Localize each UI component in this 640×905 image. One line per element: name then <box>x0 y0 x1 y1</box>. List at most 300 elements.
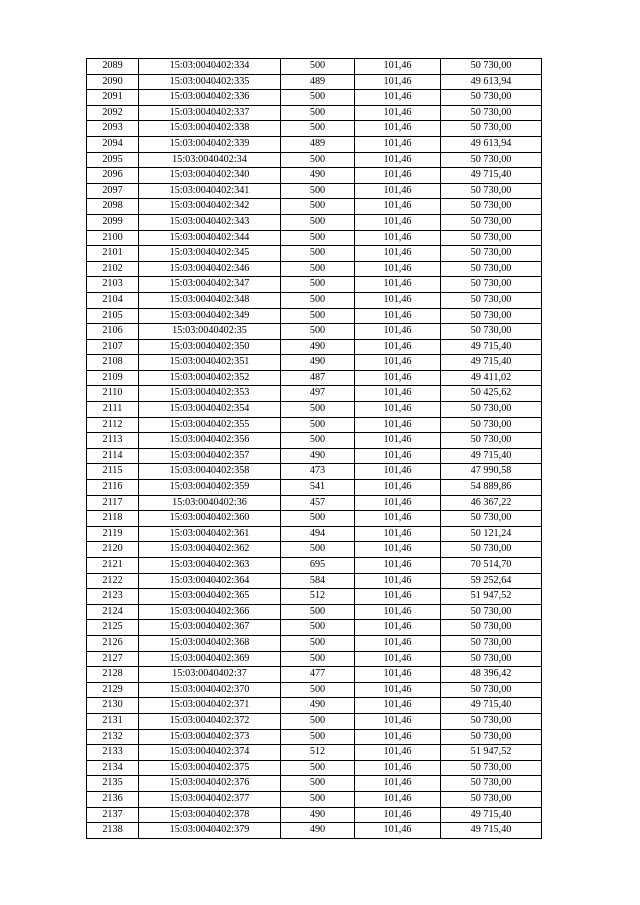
value-cell: 49 715,40 <box>441 339 542 355</box>
row-number-cell: 2092 <box>87 105 139 121</box>
value-cell: 50 730,00 <box>441 760 542 776</box>
rate-cell: 101,46 <box>355 526 441 542</box>
value-cell: 50 730,00 <box>441 308 542 324</box>
cadastral-number-cell: 15:03:0040402:373 <box>139 729 281 745</box>
row-number-cell: 2090 <box>87 74 139 90</box>
area-cell: 500 <box>281 199 355 215</box>
area-cell: 490 <box>281 807 355 823</box>
rate-cell: 101,46 <box>355 729 441 745</box>
rate-cell: 101,46 <box>355 620 441 636</box>
row-number-cell: 2129 <box>87 682 139 698</box>
value-cell: 50 730,00 <box>441 292 542 308</box>
value-cell: 49 715,40 <box>441 168 542 184</box>
area-cell: 500 <box>281 651 355 667</box>
value-cell: 49 715,40 <box>441 355 542 371</box>
value-cell: 50 730,00 <box>441 417 542 433</box>
rate-cell: 101,46 <box>355 90 441 106</box>
cadastral-number-cell: 15:03:0040402:35 <box>139 324 281 340</box>
row-number-cell: 2136 <box>87 791 139 807</box>
cadastral-number-cell: 15:03:0040402:350 <box>139 339 281 355</box>
value-cell: 51 947,52 <box>441 589 542 605</box>
row-number-cell: 2117 <box>87 495 139 511</box>
cadastral-number-cell: 15:03:0040402:346 <box>139 261 281 277</box>
row-number-cell: 2096 <box>87 168 139 184</box>
cadastral-number-cell: 15:03:0040402:371 <box>139 698 281 714</box>
table-row <box>87 168 542 184</box>
table-row <box>87 370 542 386</box>
value-cell: 50 730,00 <box>441 246 542 262</box>
cadastral-number-cell: 15:03:0040402:359 <box>139 480 281 496</box>
row-number-cell: 2122 <box>87 573 139 589</box>
table-row <box>87 230 542 246</box>
value-cell: 50 730,00 <box>441 651 542 667</box>
rate-cell: 101,46 <box>355 713 441 729</box>
cadastral-number-cell: 15:03:0040402:363 <box>139 558 281 574</box>
area-cell: 500 <box>281 729 355 745</box>
value-cell: 50 730,00 <box>441 121 542 137</box>
area-cell: 500 <box>281 308 355 324</box>
area-cell: 500 <box>281 511 355 527</box>
cadastral-number-cell: 15:03:0040402:335 <box>139 74 281 90</box>
value-cell: 50 730,00 <box>441 729 542 745</box>
area-cell: 500 <box>281 152 355 168</box>
table-row <box>87 667 542 683</box>
row-number-cell: 2134 <box>87 760 139 776</box>
area-cell: 489 <box>281 74 355 90</box>
row-number-cell: 2098 <box>87 199 139 215</box>
row-number-cell: 2093 <box>87 121 139 137</box>
cadastral-number-cell: 15:03:0040402:342 <box>139 199 281 215</box>
value-cell: 50 425,62 <box>441 386 542 402</box>
table-row <box>87 495 542 511</box>
table-row <box>87 573 542 589</box>
value-cell: 50 730,00 <box>441 152 542 168</box>
cadastral-number-cell: 15:03:0040402:339 <box>139 136 281 152</box>
row-number-cell: 2094 <box>87 136 139 152</box>
area-cell: 500 <box>281 417 355 433</box>
rate-cell: 101,46 <box>355 214 441 230</box>
rate-cell: 101,46 <box>355 745 441 761</box>
table-row <box>87 729 542 745</box>
table-row <box>87 386 542 402</box>
table-row <box>87 542 542 558</box>
cadastral-number-cell: 15:03:0040402:344 <box>139 230 281 246</box>
table-row <box>87 402 542 418</box>
rate-cell: 101,46 <box>355 760 441 776</box>
cadastral-number-cell: 15:03:0040402:367 <box>139 620 281 636</box>
area-cell: 490 <box>281 698 355 714</box>
table-row <box>87 651 542 667</box>
rate-cell: 101,46 <box>355 604 441 620</box>
row-number-cell: 2115 <box>87 464 139 480</box>
table-row <box>87 59 542 75</box>
area-cell: 512 <box>281 589 355 605</box>
area-cell: 457 <box>281 495 355 511</box>
row-number-cell: 2118 <box>87 511 139 527</box>
rate-cell: 101,46 <box>355 339 441 355</box>
table-row <box>87 152 542 168</box>
value-cell: 59 252,64 <box>441 573 542 589</box>
rate-cell: 101,46 <box>355 495 441 511</box>
rate-cell: 101,46 <box>355 230 441 246</box>
rate-cell: 101,46 <box>355 199 441 215</box>
rate-cell: 101,46 <box>355 433 441 449</box>
value-cell: 50 730,00 <box>441 105 542 121</box>
area-cell: 500 <box>281 292 355 308</box>
cadastral-number-cell: 15:03:0040402:37 <box>139 667 281 683</box>
rate-cell: 101,46 <box>355 542 441 558</box>
rate-cell: 101,46 <box>355 324 441 340</box>
area-cell: 487 <box>281 370 355 386</box>
row-number-cell: 2095 <box>87 152 139 168</box>
value-cell: 50 730,00 <box>441 682 542 698</box>
area-cell: 500 <box>281 246 355 262</box>
row-number-cell: 2099 <box>87 214 139 230</box>
table-row <box>87 433 542 449</box>
table-row <box>87 277 542 293</box>
area-cell: 490 <box>281 339 355 355</box>
cadastral-number-cell: 15:03:0040402:360 <box>139 511 281 527</box>
row-number-cell: 2137 <box>87 807 139 823</box>
rate-cell: 101,46 <box>355 386 441 402</box>
cadastral-number-cell: 15:03:0040402:378 <box>139 807 281 823</box>
value-cell: 49 715,40 <box>441 698 542 714</box>
value-cell: 50 730,00 <box>441 230 542 246</box>
row-number-cell: 2120 <box>87 542 139 558</box>
area-cell: 500 <box>281 214 355 230</box>
value-cell: 50 730,00 <box>441 776 542 792</box>
area-cell: 500 <box>281 713 355 729</box>
value-cell: 49 613,94 <box>441 74 542 90</box>
cadastral-number-cell: 15:03:0040402:352 <box>139 370 281 386</box>
row-number-cell: 2114 <box>87 448 139 464</box>
rate-cell: 101,46 <box>355 277 441 293</box>
value-cell: 50 730,00 <box>441 635 542 651</box>
area-cell: 494 <box>281 526 355 542</box>
row-number-cell: 2103 <box>87 277 139 293</box>
cadastral-number-cell: 15:03:0040402:369 <box>139 651 281 667</box>
table-row <box>87 589 542 605</box>
area-cell: 541 <box>281 480 355 496</box>
table-row <box>87 90 542 106</box>
table-row <box>87 480 542 496</box>
rate-cell: 101,46 <box>355 121 441 137</box>
row-number-cell: 2133 <box>87 745 139 761</box>
rate-cell: 101,46 <box>355 183 441 199</box>
area-cell: 500 <box>281 230 355 246</box>
rate-cell: 101,46 <box>355 355 441 371</box>
row-number-cell: 2107 <box>87 339 139 355</box>
rate-cell: 101,46 <box>355 573 441 589</box>
value-cell: 50 730,00 <box>441 791 542 807</box>
rate-cell: 101,46 <box>355 589 441 605</box>
row-number-cell: 2130 <box>87 698 139 714</box>
value-cell: 51 947,52 <box>441 745 542 761</box>
area-cell: 497 <box>281 386 355 402</box>
rate-cell: 101,46 <box>355 292 441 308</box>
area-cell: 500 <box>281 105 355 121</box>
cadastral-number-cell: 15:03:0040402:337 <box>139 105 281 121</box>
area-cell: 489 <box>281 136 355 152</box>
row-number-cell: 2104 <box>87 292 139 308</box>
table-row <box>87 807 542 823</box>
area-cell: 500 <box>281 760 355 776</box>
cadastral-number-cell: 15:03:0040402:365 <box>139 589 281 605</box>
rate-cell: 101,46 <box>355 370 441 386</box>
table-row <box>87 121 542 137</box>
table-row <box>87 448 542 464</box>
value-cell: 49 715,40 <box>441 448 542 464</box>
value-cell: 47 990,58 <box>441 464 542 480</box>
table-row <box>87 713 542 729</box>
value-cell: 50 730,00 <box>441 604 542 620</box>
table-row <box>87 136 542 152</box>
cadastral-number-cell: 15:03:0040402:334 <box>139 59 281 75</box>
area-cell: 500 <box>281 433 355 449</box>
rate-cell: 101,46 <box>355 823 441 839</box>
table-row <box>87 791 542 807</box>
table-row <box>87 183 542 199</box>
value-cell: 50 730,00 <box>441 90 542 106</box>
rate-cell: 101,46 <box>355 807 441 823</box>
cadastral-number-cell: 15:03:0040402:338 <box>139 121 281 137</box>
row-number-cell: 2121 <box>87 558 139 574</box>
row-number-cell: 2124 <box>87 604 139 620</box>
table-row <box>87 558 542 574</box>
rate-cell: 101,46 <box>355 651 441 667</box>
row-number-cell: 2101 <box>87 246 139 262</box>
table-row <box>87 199 542 215</box>
table-row <box>87 511 542 527</box>
cadastral-number-cell: 15:03:0040402:361 <box>139 526 281 542</box>
rate-cell: 101,46 <box>355 511 441 527</box>
row-number-cell: 2125 <box>87 620 139 636</box>
table-row <box>87 105 542 121</box>
row-number-cell: 2091 <box>87 90 139 106</box>
area-cell: 490 <box>281 355 355 371</box>
area-cell: 500 <box>281 791 355 807</box>
area-cell: 695 <box>281 558 355 574</box>
row-number-cell: 2123 <box>87 589 139 605</box>
value-cell: 50 730,00 <box>441 183 542 199</box>
table-row <box>87 74 542 90</box>
area-cell: 512 <box>281 745 355 761</box>
area-cell: 500 <box>281 682 355 698</box>
area-cell: 500 <box>281 542 355 558</box>
cadastral-number-cell: 15:03:0040402:353 <box>139 386 281 402</box>
table-row <box>87 308 542 324</box>
rate-cell: 101,46 <box>355 261 441 277</box>
rate-cell: 101,46 <box>355 168 441 184</box>
value-cell: 54 889,86 <box>441 480 542 496</box>
cadastral-number-cell: 15:03:0040402:345 <box>139 246 281 262</box>
area-cell: 500 <box>281 277 355 293</box>
row-number-cell: 2113 <box>87 433 139 449</box>
area-cell: 500 <box>281 183 355 199</box>
cadastral-number-cell: 15:03:0040402:377 <box>139 791 281 807</box>
cadastral-number-cell: 15:03:0040402:351 <box>139 355 281 371</box>
table-row <box>87 682 542 698</box>
area-cell: 500 <box>281 402 355 418</box>
cadastral-number-cell: 15:03:0040402:370 <box>139 682 281 698</box>
value-cell: 50 730,00 <box>441 324 542 340</box>
row-number-cell: 2111 <box>87 402 139 418</box>
rate-cell: 101,46 <box>355 59 441 75</box>
row-number-cell: 2132 <box>87 729 139 745</box>
row-number-cell: 2097 <box>87 183 139 199</box>
area-cell: 473 <box>281 464 355 480</box>
value-cell: 70 514,70 <box>441 558 542 574</box>
value-cell: 49 715,40 <box>441 807 542 823</box>
area-cell: 584 <box>281 573 355 589</box>
value-cell: 50 121,24 <box>441 526 542 542</box>
cadastral-number-cell: 15:03:0040402:379 <box>139 823 281 839</box>
row-number-cell: 2135 <box>87 776 139 792</box>
rate-cell: 101,46 <box>355 682 441 698</box>
cadastral-number-cell: 15:03:0040402:34 <box>139 152 281 168</box>
table-row <box>87 292 542 308</box>
table-row <box>87 604 542 620</box>
row-number-cell: 2109 <box>87 370 139 386</box>
table-row <box>87 823 542 839</box>
area-cell: 500 <box>281 324 355 340</box>
table-row <box>87 760 542 776</box>
value-cell: 49 715,40 <box>441 823 542 839</box>
rate-cell: 101,46 <box>355 402 441 418</box>
value-cell: 50 730,00 <box>441 214 542 230</box>
rate-cell: 101,46 <box>355 448 441 464</box>
table-row <box>87 526 542 542</box>
cadastral-number-cell: 15:03:0040402:358 <box>139 464 281 480</box>
value-cell: 50 730,00 <box>441 402 542 418</box>
cadastral-number-cell: 15:03:0040402:376 <box>139 776 281 792</box>
rate-cell: 101,46 <box>355 667 441 683</box>
table-row <box>87 635 542 651</box>
area-cell: 490 <box>281 448 355 464</box>
row-number-cell: 2100 <box>87 230 139 246</box>
value-cell: 49 411,02 <box>441 370 542 386</box>
row-number-cell: 2112 <box>87 417 139 433</box>
table-body <box>87 59 542 839</box>
cadastral-number-cell: 15:03:0040402:368 <box>139 635 281 651</box>
rate-cell: 101,46 <box>355 480 441 496</box>
row-number-cell: 2106 <box>87 324 139 340</box>
value-cell: 50 730,00 <box>441 620 542 636</box>
table-row <box>87 776 542 792</box>
rate-cell: 101,46 <box>355 417 441 433</box>
row-number-cell: 2108 <box>87 355 139 371</box>
rate-cell: 101,46 <box>355 136 441 152</box>
area-cell: 500 <box>281 776 355 792</box>
row-number-cell: 2126 <box>87 635 139 651</box>
row-number-cell: 2128 <box>87 667 139 683</box>
area-cell: 490 <box>281 168 355 184</box>
value-cell: 50 730,00 <box>441 59 542 75</box>
value-cell: 50 730,00 <box>441 277 542 293</box>
cadastral-number-cell: 15:03:0040402:374 <box>139 745 281 761</box>
cadastral-number-cell: 15:03:0040402:343 <box>139 214 281 230</box>
table-row <box>87 464 542 480</box>
rate-cell: 101,46 <box>355 308 441 324</box>
value-cell: 50 730,00 <box>441 542 542 558</box>
table-row <box>87 355 542 371</box>
rate-cell: 101,46 <box>355 791 441 807</box>
rate-cell: 101,46 <box>355 74 441 90</box>
value-cell: 50 730,00 <box>441 511 542 527</box>
area-cell: 500 <box>281 90 355 106</box>
row-number-cell: 2089 <box>87 59 139 75</box>
cadastral-number-cell: 15:03:0040402:375 <box>139 760 281 776</box>
value-cell: 49 613,94 <box>441 136 542 152</box>
value-cell: 50 730,00 <box>441 199 542 215</box>
area-cell: 500 <box>281 604 355 620</box>
table-row <box>87 698 542 714</box>
table-row <box>87 324 542 340</box>
cadastral-number-cell: 15:03:0040402:356 <box>139 433 281 449</box>
cadastral-number-cell: 15:03:0040402:336 <box>139 90 281 106</box>
cadastral-number-cell: 15:03:0040402:349 <box>139 308 281 324</box>
cadastral-number-cell: 15:03:0040402:355 <box>139 417 281 433</box>
value-cell: 50 730,00 <box>441 433 542 449</box>
area-cell: 500 <box>281 620 355 636</box>
cadastral-number-cell: 15:03:0040402:366 <box>139 604 281 620</box>
row-number-cell: 2105 <box>87 308 139 324</box>
value-cell: 48 396,42 <box>441 667 542 683</box>
rate-cell: 101,46 <box>355 698 441 714</box>
row-number-cell: 2131 <box>87 713 139 729</box>
cadastral-number-cell: 15:03:0040402:348 <box>139 292 281 308</box>
area-cell: 500 <box>281 261 355 277</box>
area-cell: 477 <box>281 667 355 683</box>
table-row <box>87 339 542 355</box>
area-cell: 500 <box>281 59 355 75</box>
table-row <box>87 620 542 636</box>
cadastral-number-cell: 15:03:0040402:340 <box>139 168 281 184</box>
row-number-cell: 2102 <box>87 261 139 277</box>
rate-cell: 101,46 <box>355 635 441 651</box>
cadastral-number-cell: 15:03:0040402:364 <box>139 573 281 589</box>
cadastral-number-cell: 15:03:0040402:362 <box>139 542 281 558</box>
value-cell: 50 730,00 <box>441 713 542 729</box>
table-row <box>87 745 542 761</box>
row-number-cell: 2119 <box>87 526 139 542</box>
cadastral-number-cell: 15:03:0040402:354 <box>139 402 281 418</box>
table-row <box>87 417 542 433</box>
cadastral-number-cell: 15:03:0040402:341 <box>139 183 281 199</box>
rate-cell: 101,46 <box>355 558 441 574</box>
row-number-cell: 2116 <box>87 480 139 496</box>
area-cell: 500 <box>281 635 355 651</box>
rate-cell: 101,46 <box>355 776 441 792</box>
table-row <box>87 246 542 262</box>
area-cell: 500 <box>281 121 355 137</box>
cadastral-number-cell: 15:03:0040402:372 <box>139 713 281 729</box>
value-cell: 46 367,22 <box>441 495 542 511</box>
value-cell: 50 730,00 <box>441 261 542 277</box>
cadastral-number-cell: 15:03:0040402:347 <box>139 277 281 293</box>
area-cell: 490 <box>281 823 355 839</box>
row-number-cell: 2127 <box>87 651 139 667</box>
rate-cell: 101,46 <box>355 246 441 262</box>
row-number-cell: 2138 <box>87 823 139 839</box>
table-row <box>87 261 542 277</box>
rate-cell: 101,46 <box>355 152 441 168</box>
rate-cell: 101,46 <box>355 105 441 121</box>
cadastral-number-cell: 15:03:0040402:36 <box>139 495 281 511</box>
row-number-cell: 2110 <box>87 386 139 402</box>
land-plot-table <box>86 58 542 839</box>
rate-cell: 101,46 <box>355 464 441 480</box>
